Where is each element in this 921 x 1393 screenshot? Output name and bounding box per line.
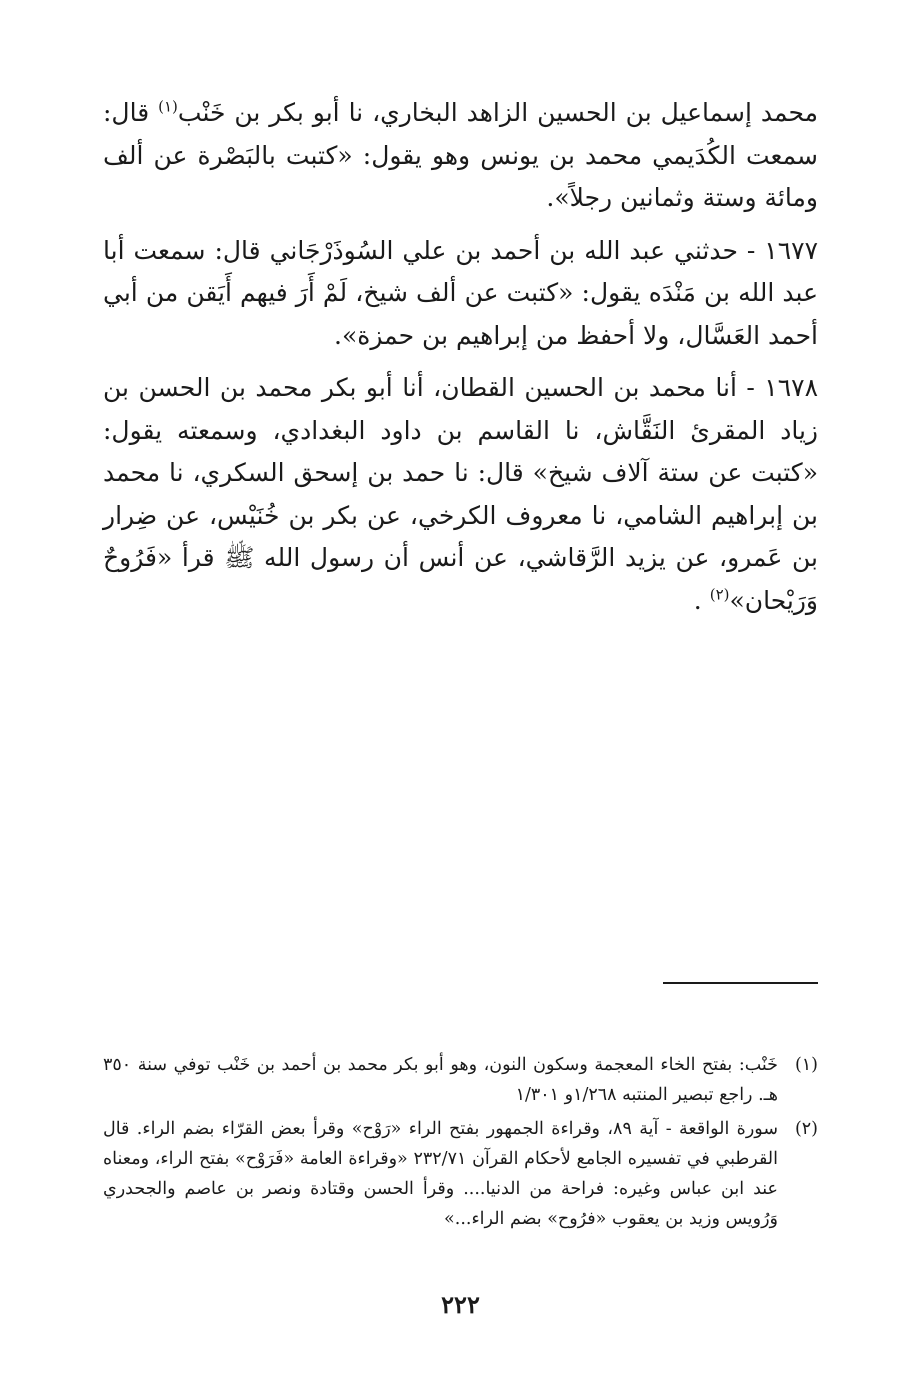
page-number: ٢٢٢: [441, 1290, 480, 1319]
paragraph-1-text: محمد إسماعيل بن الحسين الزاهد البخاري، نا أبو بكر بن خَنْب: [177, 98, 818, 127]
paragraph-2-text: ١٦٧٧ - حدثني عبد الله بن أحمد بن علي السُوذَرْجَاني قال: سمعت أبا عبد الله بن مَنْدَه يقول: «كتبت عن ألف شيخ، لَمْ أَرَ فيهم أَيَقن من أبي أحمد العَسَّال، ولا أحفظ من إبراهيم بن حمزة».: [103, 235, 818, 350]
footnote-text: خَنْب: بفتح الخاء المعجمة وسكون النون، وهو أبو بكر محمد بن أحمد بن خَنْب توفي سنة ٣٥٠ هـ. راجع تبصير المنتبه ١/٢٦٨و ١/٣٠١: [103, 1055, 778, 1105]
paragraph-3-text-end: .: [693, 585, 710, 615]
paragraph-1678: [103, 367, 818, 622]
footnote-number: (١): [794, 1055, 818, 1075]
paragraph-3-text: ١٦٧٨ - أنا محمد بن الحسين القطان، أنا أبو بكر محمد بن الحسن بن زياد المقرئ النَقَّاش، نا القاسم بن داود البغدادي، وسمعته يقول: «كتبت عن ستة آلاف شيخ» قال: نا حمد بن إسحق السكري، نا محمد بن إبراهيم الشامي، نا معروف الكرخي، عن بكر بن خُنَيْس، عن ضِرار بن عَمرو، عن يزيد الرَّقاشي، عن أنس أن رسول الله ﷺ قرأ «فَرُوحٌ وَرَيْحان»: [103, 373, 818, 615]
footnote-text: سورة الواقعة - آية ٨٩، وقراءة الجمهور بفتح الراء «رَوْح» وقرأ بعض القرّاء بضم الراء. قال القرطبي في تفسيره الجامع لأحكام القرآن ٢٣٢/٧١ «وقراءة العامة «فَرَوْح» بفتح الراء، ومعناه عند ابن عباس وغيره: فراحة من الدنيا.... وقرأ الحسن وقتادة ونصر بن عاصم والجحدري وَرُويس وزيد بن يعقوب «فرُوح» بضم الراء...»: [103, 1119, 779, 1229]
footnote-1: [103, 1050, 818, 1110]
main-text-block: [103, 92, 818, 632]
footnotes-block: [103, 1050, 818, 1238]
footnote-number: (٢): [794, 1119, 818, 1139]
footnote-marker-1: (١): [158, 97, 178, 116]
footnote-marker-2: (٢): [709, 585, 730, 604]
footnote-separator-rule: [663, 982, 818, 984]
footnote-2: [103, 1114, 818, 1234]
paragraph-1-text-end: قال: سمعت الكُدَيمي محمد بن يونس وهو يقول: «كتبت بالبَصْرة عن ألف ومائة وستة وثمانين رجلاً».: [103, 98, 818, 212]
paragraph-1677: [103, 230, 818, 358]
paragraph-continuation: [103, 92, 818, 220]
